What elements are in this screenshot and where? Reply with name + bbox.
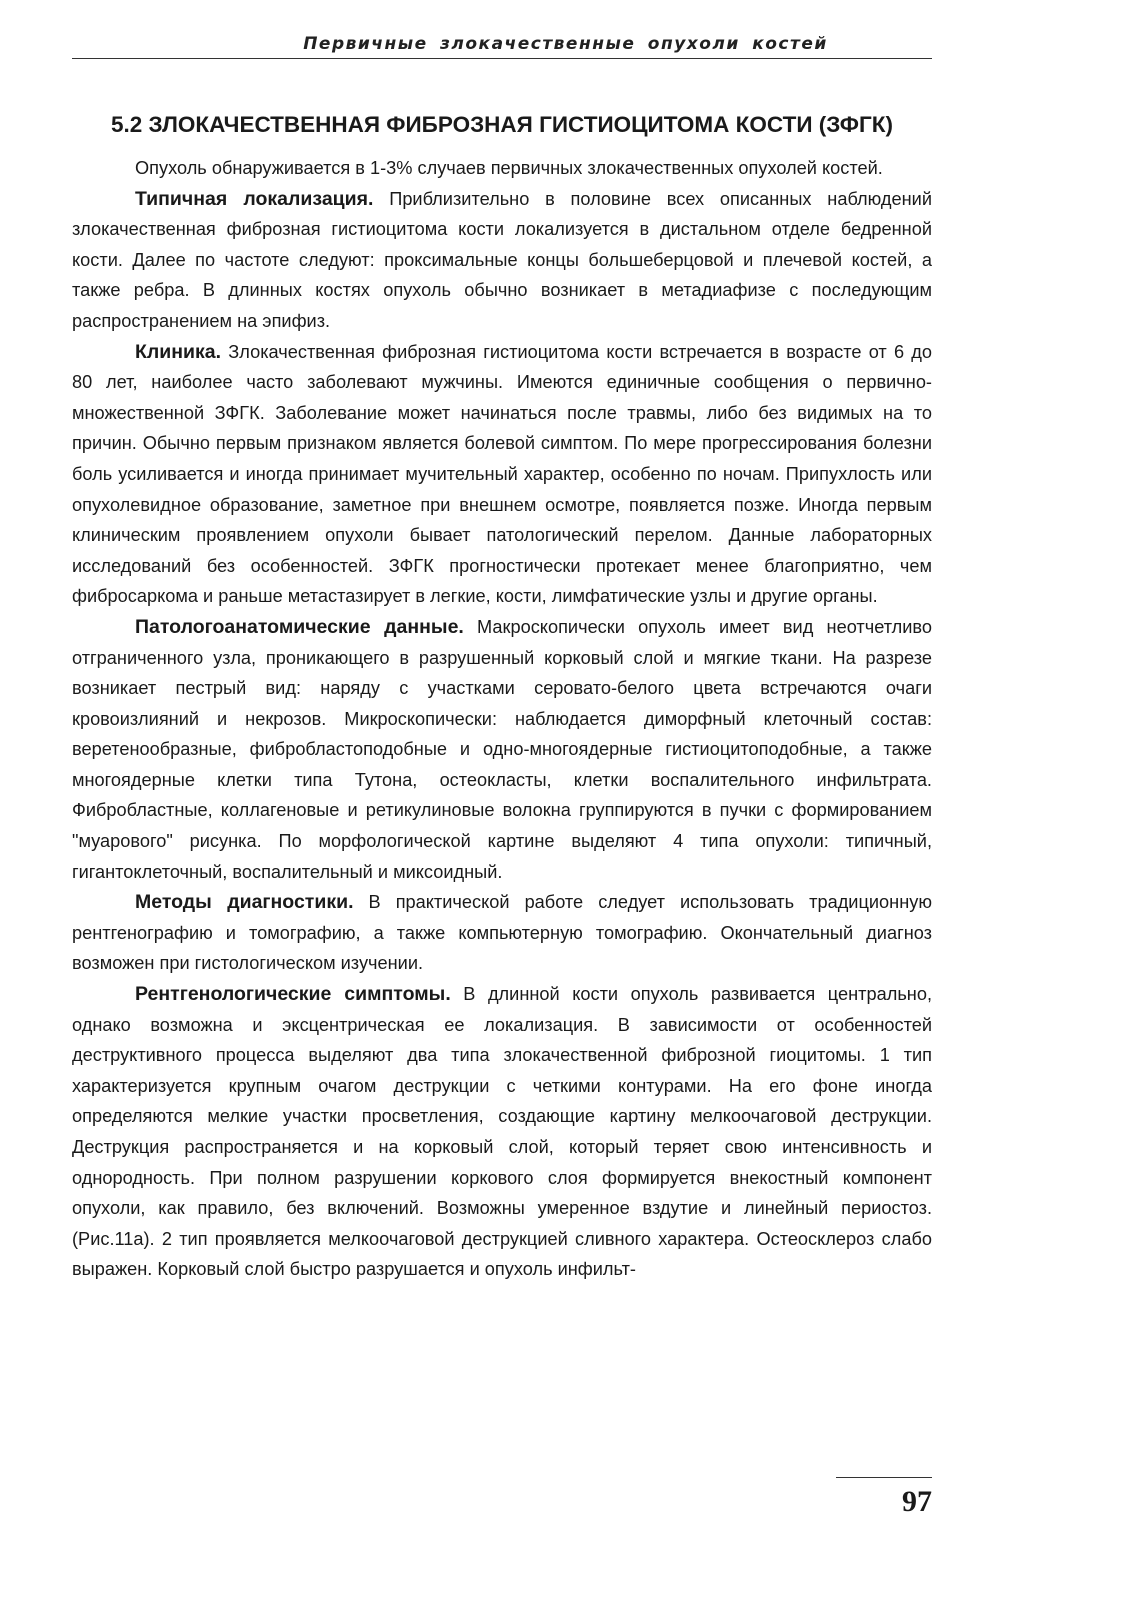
paragraph-radiology [72, 979, 932, 1285]
paragraph-text: Приблизительно в половине всех описанных наблюдений злокачественная фиброзная гистиоцитома кости локализуется в дистальном отделе бедренной кости. Далее по частоте следуют: проксимальные концы большеберцовой и плечевой костей, а также ребра. В длинных костях опухоль обычно возникает в метадиафизе с последующим распространением на эпифиз. [72, 188, 932, 331]
running-header: Первичные злокачественные опухоли костей [303, 34, 828, 54]
paragraph-lead: Типичная локализация. [135, 187, 374, 210]
paragraph-diagnostics [72, 887, 932, 979]
paragraph-pathology [72, 612, 932, 887]
paragraph-lead: Рентгенологические симптомы. [135, 983, 451, 1006]
section-title: 5.2 ЗЛОКАЧЕСТВЕННАЯ ФИБРОЗНАЯ ГИСТИОЦИТОМА КОСТИ (ЗФГК) [111, 112, 893, 137]
paragraph-intro [72, 153, 932, 184]
paragraph-text: Макроскопически опухоль имеет вид неотчетливо отграниченного узла, проникающего в разрушенный корковый слой и мягкие ткани. На разрезе возникает пестрый вид: наряду с участками серовато-белого цвета встречаются очаги кровоизлияний и некрозов. Микроскопически: наблюдается диморфный клеточный состав: веретенообразные, фибробластоподобные и одно-многоядерные гистиоцитоподобные, а также многоядерные клетки типа Тутона, остеокласты, клетки воспалительного инфильтрата. Фибробластные, коллагеновые и ретикулиновые волокна группируются в пучки с формированием "муарового" рисунка. По морфологической картине выделяют 4 типа опухоли: типичный, гигантоклеточный, воспалительный и миксоидный. [72, 616, 932, 882]
header-rule [72, 58, 932, 59]
page-body [72, 108, 932, 1285]
paragraph-lead: Методы диагностики. [135, 891, 354, 914]
paragraph-text: Опухоль обнаруживается в 1-3% случаев первичных злокачественных опухолей костей. [135, 158, 883, 178]
paragraph-text: В длинной кости опухоль развивается центрально, однако возможна и эксцентрическая ее локализация. В зависимости от особенностей деструктивного процесса выделяют два типа злокачественной фиброзной гиоцитомы. 1 тип характеризуется крупным очагом деструкции с четкими контурами. На его фоне иногда определяются мелкие участки просветления, создающие картину мелкоочаговой деструкции. Деструкция распространяется и на корковый слой, который теряет свою интенсивность и однородность. При полном разрушении коркового слоя формируется внекостный компонент опухоли, как правило, без включений. Возможны умеренное вздутие и линейный периостоз. (Рис.11а). 2 тип проявляется мелкоочаговой деструкцией сливного характера. Остеосклероз слабо выражен. Корковый слой быстро разрушается и опухоль инфильт- [72, 984, 933, 1280]
paragraph-clinic [72, 337, 932, 612]
paragraph-text: В практической работе следует использовать традиционную рентгенографию и томографию, а также компьютерную томографию. Окончательный диагноз возможен при гистологическом изучении. [72, 892, 932, 974]
footer-rule [836, 1477, 932, 1478]
paragraph-text: Злокачественная фиброзная гистиоцитома кости встречается в возрасте от 6 до 80 лет, наиболее часто заболевают мужчины. Имеются единичные сообщения о первично-множественной ЗФГК. Заболевание может начинаться после травмы, либо без видимых на то причин. Обычно первым признаком является болевой симптом. По мере прогрессирования болезни боль усиливается и иногда принимает мучительный характер, особенно по ночам. Припухлость или опухолевидное образование, заметное при внешнем осмотре, появляется позже. Иногда первым клиническим проявлением опухоли бывает патологический перелом. Данные лабораторных исследований без особенностей. ЗФГК прогностически протекает менее благоприятно, чем фибросаркома и раньше метастазирует в легкие, кости, лимфатические узлы и другие органы. [72, 341, 932, 607]
page-number: 97 [902, 1485, 932, 1518]
paragraph-localization [72, 184, 932, 337]
paragraph-lead: Клиника. [135, 340, 222, 363]
paragraph-lead: Патологоанатомические данные. [135, 615, 464, 638]
